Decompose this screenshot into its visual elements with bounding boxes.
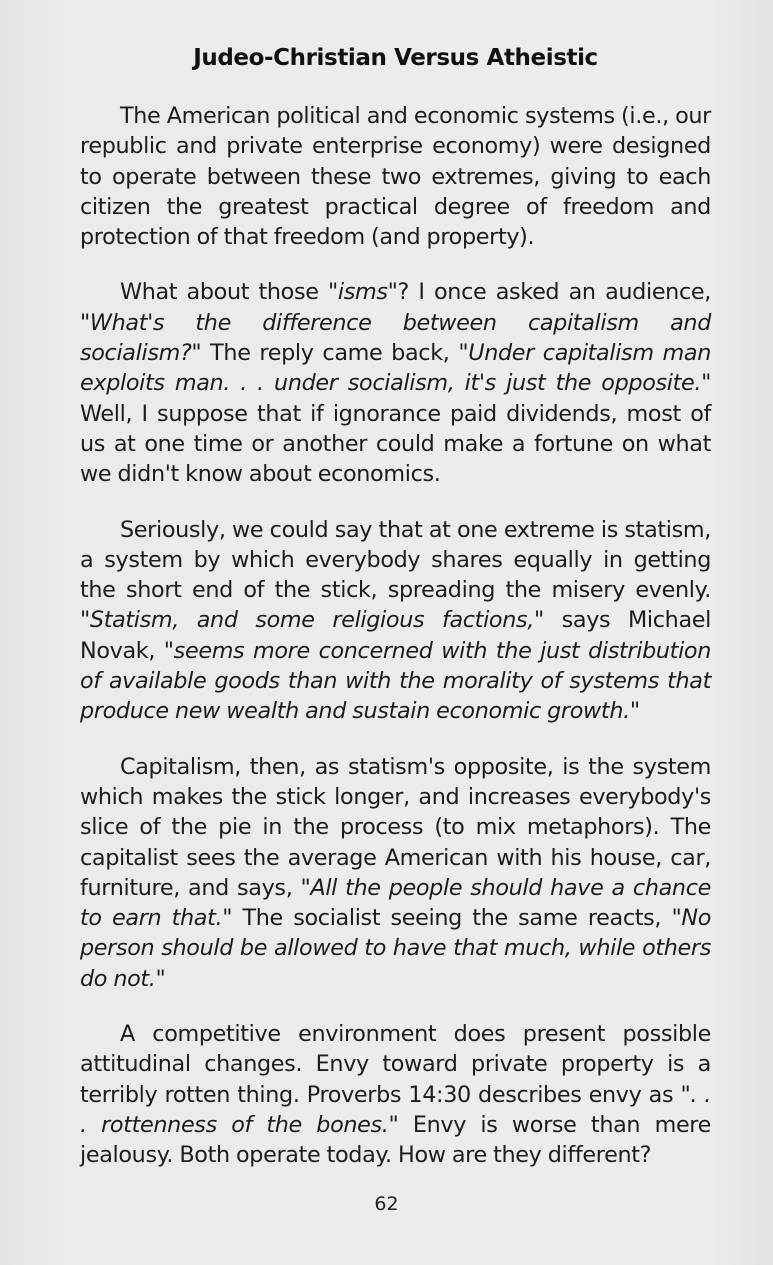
text-run: says Michael Novak, <box>80 607 711 664</box>
quoted-text: "No person should be allowed to have that much, while others do not." <box>80 905 711 992</box>
text-run: The socialist seeing the same reacts, <box>232 905 672 932</box>
quoted-text: "seems more concerned with the just distribution of available goods than with the morality of systems that produce new wealth and sustain economic growth." <box>80 637 711 725</box>
text-run: The reply came back, <box>201 340 459 367</box>
paragraph <box>80 515 711 727</box>
quoted-text: ". . . rottenness of the bones." <box>80 1081 711 1138</box>
page-number: 62 <box>374 1193 399 1215</box>
text-run: ? I once asked an audience, <box>397 279 711 306</box>
quoted-text: "Statism, and some religious factions," <box>80 607 544 634</box>
body-text <box>80 101 711 1171</box>
paragraph <box>80 101 711 252</box>
text-run: What about those <box>120 279 328 306</box>
text-run: The American political and economic systems (i.e., our republic and private enterprise economy) were designed to operate between these two extremes, giving to each citizen the greatest practical degree of freedom and protection of that freedom (and property). <box>80 103 711 251</box>
quoted-text: "isms" <box>327 279 398 306</box>
text-run: Envy is worse than mere jealousy. Both operate today. How are they different? <box>80 1111 712 1169</box>
paragraph <box>80 1019 711 1170</box>
quoted-text: "Under capitalism man exploits man. . . under socialism, it's just the opposite." <box>80 340 711 397</box>
text-run: Well, I suppose that if ignorance paid dividends, most of us at one time or another could make a fortune on what we didn't know about economics. <box>80 400 711 488</box>
paragraph <box>80 277 711 489</box>
paragraph <box>80 752 711 994</box>
section-title: Judeo-Christian Versus Atheistic <box>193 45 598 71</box>
quoted-text: "What's the difference between capitalism and socialism?" <box>80 309 711 367</box>
text-run: Capitalism, then, as statism's opposite, is the system which makes the stick longer, and increases everybody's slice of the pie in the process (to mix metaphors). The capitalist sees the average American with his house, car, furniture, and says, <box>80 753 711 901</box>
text-run: A competitive environment does present possible attitudinal changes. Envy toward private property is a terribly rotten thing. Proverbs 14:30 describes envy as <box>80 1021 711 1108</box>
quoted-text: "All the people should have a chance to earn that." <box>80 874 711 932</box>
text-run: Seriously, we could say that at one extreme is statism, a system by which everybody shares equally in getting the short end of the stick, spreading the misery evenly. <box>80 516 711 604</box>
